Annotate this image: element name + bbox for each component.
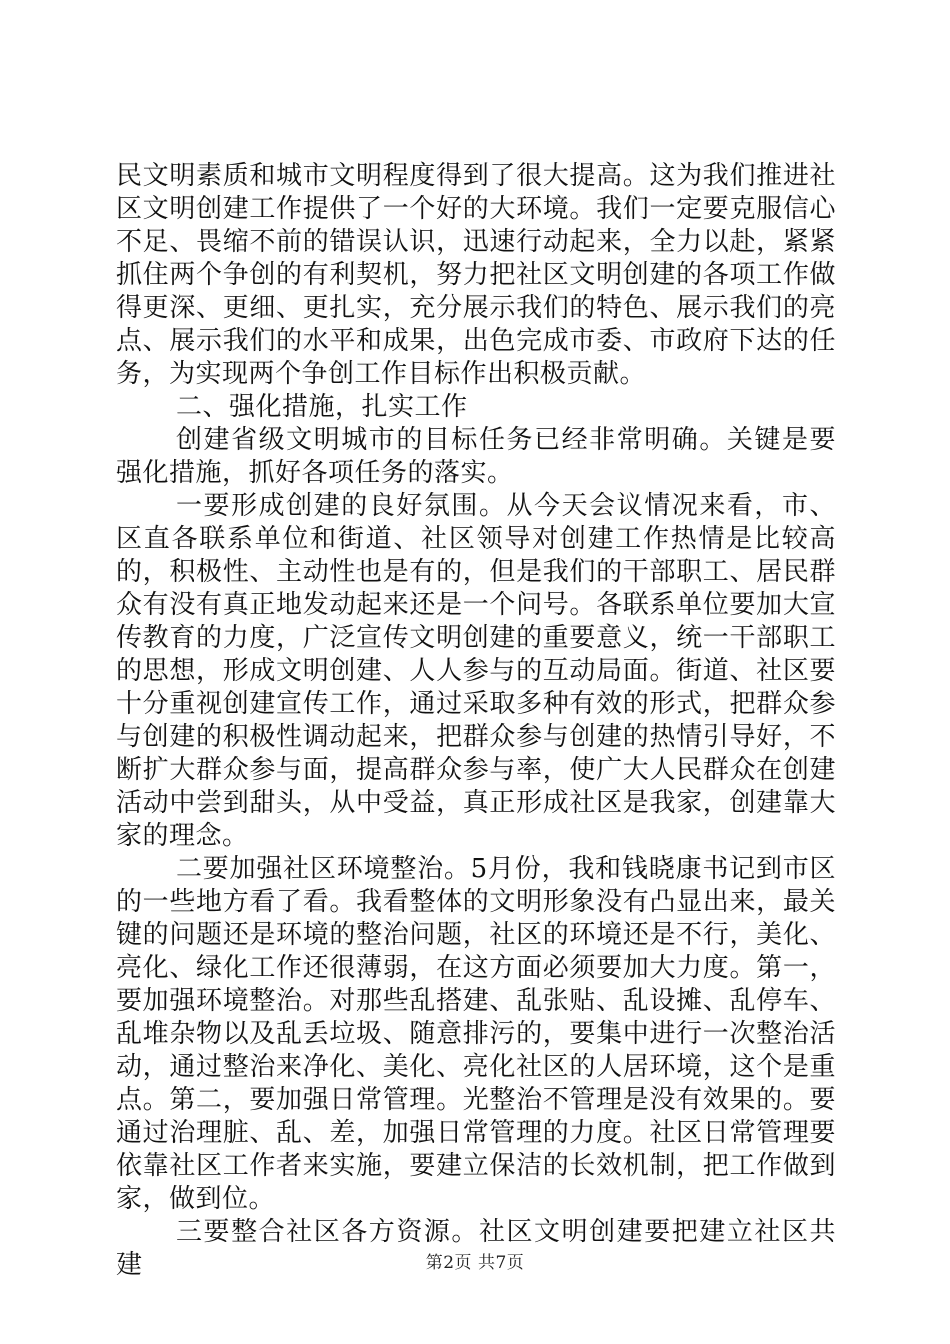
paragraph: 一要形成创建的良好氛围。从今天会议情况来看，市、区直各联系单位和街道、社区领导对创建工作热情是比较高的，积极性、主动性也是有的，但是我们的干部职工、居民群众有没有真正地发动起来还是一个问号。各联系单位要加大宣传教育的力度，广泛宣传文明创建的重要意义，统一干部职工的思想，形成文明创建、人人参与的互动局面。街道、社区要十分重视创建宣传工作，通过采取多种有效的形式，把群众参与创建的积极性调动起来，把群众参与创建的热情引导好，不断扩大群众参与面，提高群众参与率，使广大人民群众在创建活动中尝到甜头，从中受益，真正形成社区是我家，创建靠大家的理念。: [116, 491, 836, 851]
section-heading: 二、强化措施，扎实工作: [176, 392, 468, 422]
paragraph-continuation: 民文明素质和城市文明程度得到了很大提高。这为我们推进社区文明创建工作提供了一个好的大环境。我们一定要克服信心不足、畏缩不前的错误认识，迅速行动起来，全力以赴，紧紧抓住两个争创的有利契机，努力把社区文明创建的各项工作做得更深、更细、更扎实，充分展示我们的特色、展示我们的亮点、展示我们的水平和成果，出色完成市委、市政府下达的任务，为实现两个争创工作目标作出积极贡献。: [116, 161, 836, 389]
document-body: [116, 160, 836, 1282]
paragraph: 创建省级文明城市的目标任务已经非常明确。关键是要强化措施，抓好各项任务的落实。: [116, 425, 836, 488]
paragraph: 二要加强社区环境整治。5月份，我和钱晓康书记到市区的一些地方看了看。我看整体的文明形象没有凸显出来，最关键的问题还是环境的整治问题，社区的环境还是不行，美化、亮化、绿化工作还很薄弱，在这方面必须要加大力度。第一，要加强环境整治。对那些乱搭建、乱张贴、乱设摊、乱停车、乱堆杂物以及乱丢垃圾、随意排污的，要集中进行一次整治活动，通过整治来净化、美化、亮化社区的人居环境，这个是重点。第二，要加强日常管理。光整治不管理是没有效果的。要通过治理脏、乱、差，加强日常管理的力度。社区日常管理要依靠社区工作者来实施，要建立保洁的长效机制，把工作做到家，做到位。: [116, 854, 836, 1214]
page-number-footer: 第2页 共7页: [425, 1253, 525, 1273]
paragraph: 三要整合社区各方资源。社区文明创建要把建立社区共建: [116, 1217, 836, 1280]
